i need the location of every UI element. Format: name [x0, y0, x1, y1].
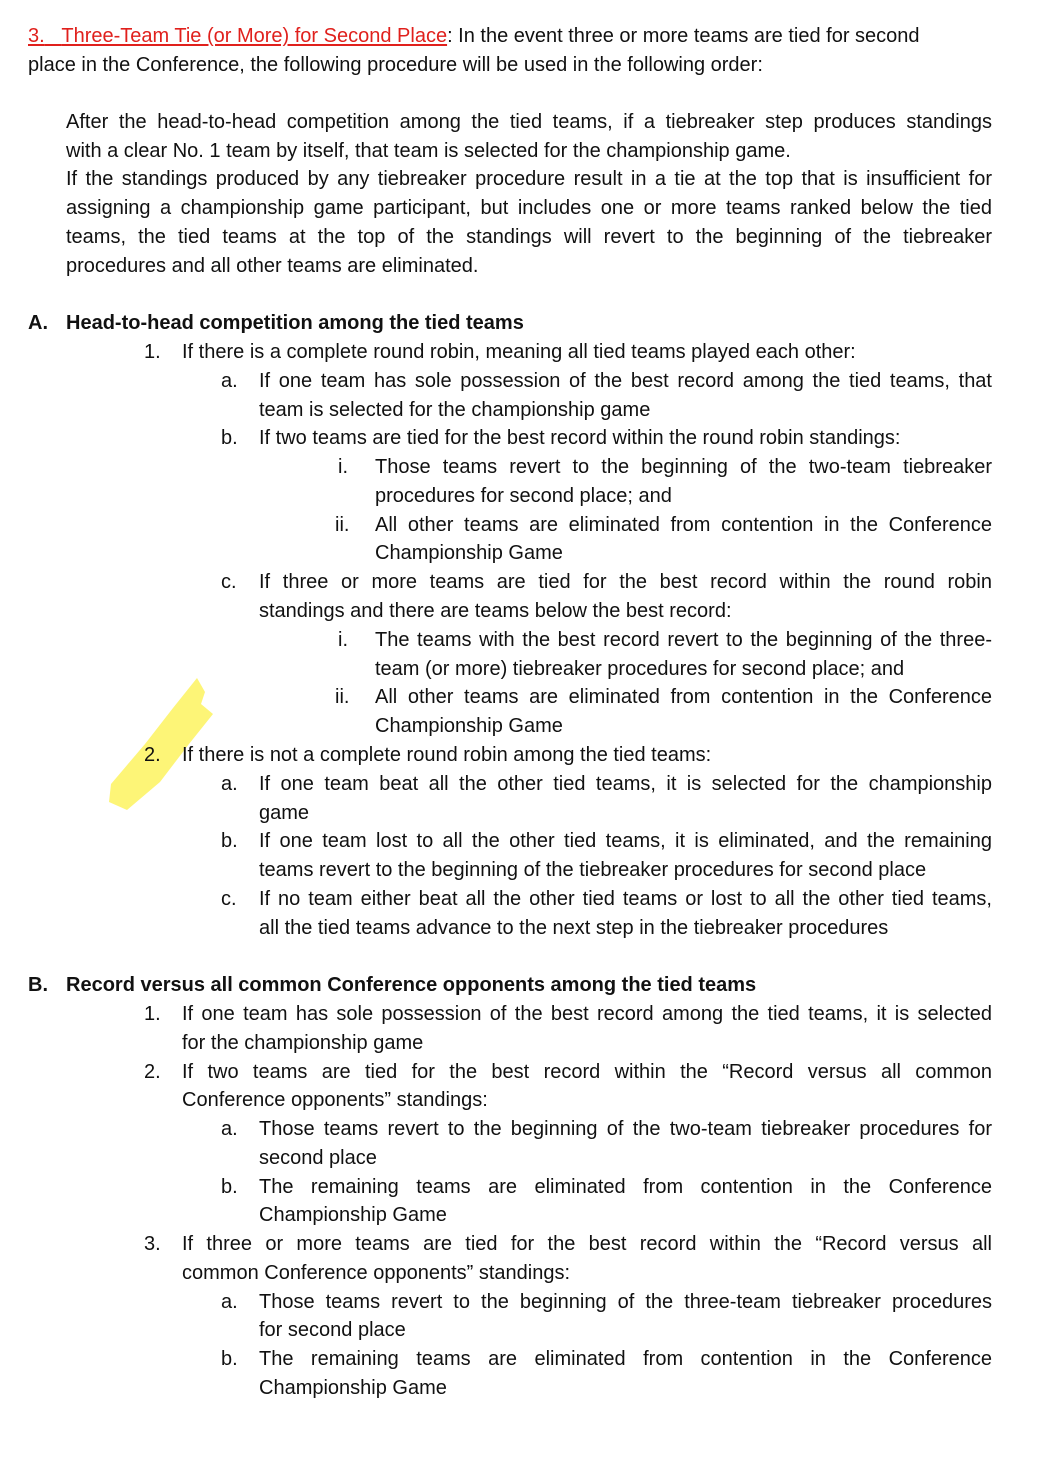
intro-text: teams, the tied teams at the top of the standings will revert to the beginning of the tiebreaker [66, 226, 992, 248]
list-text: If there is a complete round robin, meaning all tied teams played each other: [182, 341, 856, 363]
list-text: game [259, 802, 310, 824]
section-a-title: Head-to-head competition among the tied teams [66, 312, 524, 334]
list-item [0, 741, 1043, 770]
list-item [0, 1115, 1043, 1144]
list-item [0, 367, 1043, 396]
list-item [0, 568, 1043, 597]
section-b-title: Record versus all common Conference opponents among the tied teams [66, 974, 757, 996]
list-item [0, 885, 1043, 914]
list-item [0, 683, 1043, 712]
list-item-continuation [0, 396, 1043, 425]
list-item [0, 1345, 1043, 1374]
list-marker: 3. [144, 1233, 161, 1255]
list-marker: a. [221, 1291, 238, 1313]
list-text: Those teams revert to the beginning of the three-team tiebreaker procedures [259, 1291, 992, 1313]
list-marker: ii. [335, 514, 350, 536]
list-item-continuation [0, 1259, 1043, 1288]
list-text: If no team either beat all the other tied teams or lost to all the other tied teams, [259, 888, 992, 910]
list-marker: b. [221, 1176, 238, 1198]
intro-line [0, 194, 1043, 223]
list-marker: b. [221, 830, 238, 852]
intro-line [0, 108, 1043, 137]
intro-text: procedures and all other teams are eliminated. [66, 255, 479, 277]
list-text: If one team has sole possession of the best record among the tied teams, that [259, 370, 992, 392]
list-text: All other teams are eliminated from contention in the Conference [375, 686, 992, 708]
list-text: procedures for second place; and [375, 485, 672, 507]
list-item-continuation [0, 1144, 1043, 1173]
list-item [0, 424, 1043, 453]
list-text: If two teams are tied for the best record within the round robin standings: [259, 427, 901, 449]
list-item-continuation [0, 1316, 1043, 1345]
list-text: Championship Game [259, 1204, 447, 1226]
list-marker: b. [221, 1348, 238, 1370]
list-text: Those teams revert to the beginning of the two-team tiebreaker [375, 456, 992, 478]
list-item [0, 1230, 1043, 1259]
list-text: If three or more teams are tied for the best record within the “Record versus all [182, 1233, 992, 1255]
list-text: Conference opponents” standings: [182, 1089, 488, 1111]
title-spacer [45, 25, 62, 47]
list-item-continuation [0, 482, 1043, 511]
list-item-continuation [0, 1201, 1043, 1230]
intro-line [0, 137, 1043, 166]
list-text: If one team has sole possession of the best record among the tied teams, it is selected [182, 1003, 992, 1025]
list-item-continuation [0, 712, 1043, 741]
list-item [0, 827, 1043, 856]
list-text: If there is not a complete round robin among the tied teams: [182, 744, 712, 766]
list-marker: a. [221, 370, 238, 392]
title-line [0, 22, 1043, 51]
list-text: team (or more) tiebreaker procedures for second place; and [375, 658, 905, 680]
list-marker: c. [221, 571, 237, 593]
title-label: Three-Team Tie (or More) for Second Place [61, 25, 448, 47]
section-b-marker: B. [28, 974, 48, 996]
section-a-heading [0, 309, 1043, 338]
list-item [0, 338, 1043, 367]
list-item [0, 1058, 1043, 1087]
list-text: common Conference opponents” standings: [182, 1262, 571, 1284]
list-text: If two teams are tied for the best record within the “Record versus all common [182, 1061, 992, 1083]
list-text: team is selected for the championship game [259, 399, 651, 421]
intro-line [0, 223, 1043, 252]
list-item-continuation [0, 914, 1043, 943]
list-item-continuation [0, 1374, 1043, 1403]
list-item [0, 511, 1043, 540]
list-text: standings and there are teams below the best record: [259, 600, 732, 622]
list-marker: a. [221, 773, 238, 795]
list-text: If three or more teams are tied for the best record within the round robin [259, 571, 992, 593]
list-marker: 2. [144, 1061, 161, 1083]
list-item-continuation [0, 597, 1043, 626]
list-text: Those teams revert to the beginning of the two-team tiebreaker procedures for [259, 1118, 992, 1140]
list-text: for second place [259, 1319, 406, 1341]
list-text: all the tied teams advance to the next step in the tiebreaker procedures [259, 917, 889, 939]
list-item [0, 1173, 1043, 1202]
list-text: Championship Game [375, 715, 563, 737]
list-text: The remaining teams are eliminated from contention in the Conference [259, 1348, 992, 1370]
list-marker: b. [221, 427, 238, 449]
intro-text: assigning a championship game participant, but includes one or more teams ranked below the tied [66, 197, 992, 219]
list-item-continuation [0, 856, 1043, 885]
list-text: If one team beat all the other tied teams, it is selected for the championship [259, 773, 992, 795]
list-item [0, 770, 1043, 799]
list-item [0, 1288, 1043, 1317]
list-item-continuation [0, 1029, 1043, 1058]
list-item [0, 1000, 1043, 1029]
list-item-continuation [0, 539, 1043, 568]
intro-text: After the head-to-head competition among the tied teams, if a tiebreaker step produces standings [66, 111, 992, 133]
intro-line [0, 252, 1043, 281]
list-item [0, 626, 1043, 655]
intro-line [0, 165, 1043, 194]
title-text-line2: place in the Conference, the following procedure will be used in the following order: [28, 54, 763, 76]
list-text: Championship Game [375, 542, 563, 564]
title-text-line1: : In the event three or more teams are tied for second [447, 25, 920, 47]
list-text: teams revert to the beginning of the tiebreaker procedures for second place [259, 859, 927, 881]
intro-text: with a clear No. 1 team by itself, that team is selected for the championship game. [66, 140, 791, 162]
list-item-continuation [0, 655, 1043, 684]
section-a-marker: A. [28, 312, 48, 334]
title-text [28, 22, 920, 51]
list-text: All other teams are eliminated from contention in the Conference [375, 514, 992, 536]
section-b-heading [0, 971, 1043, 1000]
list-text: for the championship game [182, 1032, 424, 1054]
list-text: The remaining teams are eliminated from contention in the Conference [259, 1176, 992, 1198]
title-number: 3. [28, 25, 45, 47]
title-line-2 [0, 51, 1043, 80]
list-text: second place [259, 1147, 377, 1169]
list-marker: i. [338, 629, 348, 651]
list-item [0, 453, 1043, 482]
list-text: Championship Game [259, 1377, 447, 1399]
list-text: The teams with the best record revert to the beginning of the three- [375, 629, 992, 651]
list-marker: 1. [144, 1003, 161, 1025]
list-marker: i. [338, 456, 348, 478]
list-marker: c. [221, 888, 237, 910]
list-item-continuation [0, 799, 1043, 828]
list-marker: a. [221, 1118, 238, 1140]
list-item-continuation [0, 1086, 1043, 1115]
list-text: If one team lost to all the other tied teams, it is eliminated, and the remaining [259, 830, 992, 852]
list-marker: 2. [144, 744, 161, 766]
intro-text: If the standings produced by any tiebreaker procedure result in a tie at the top that is insufficient for [66, 168, 992, 190]
list-marker: 1. [144, 341, 161, 363]
list-marker: ii. [335, 686, 350, 708]
